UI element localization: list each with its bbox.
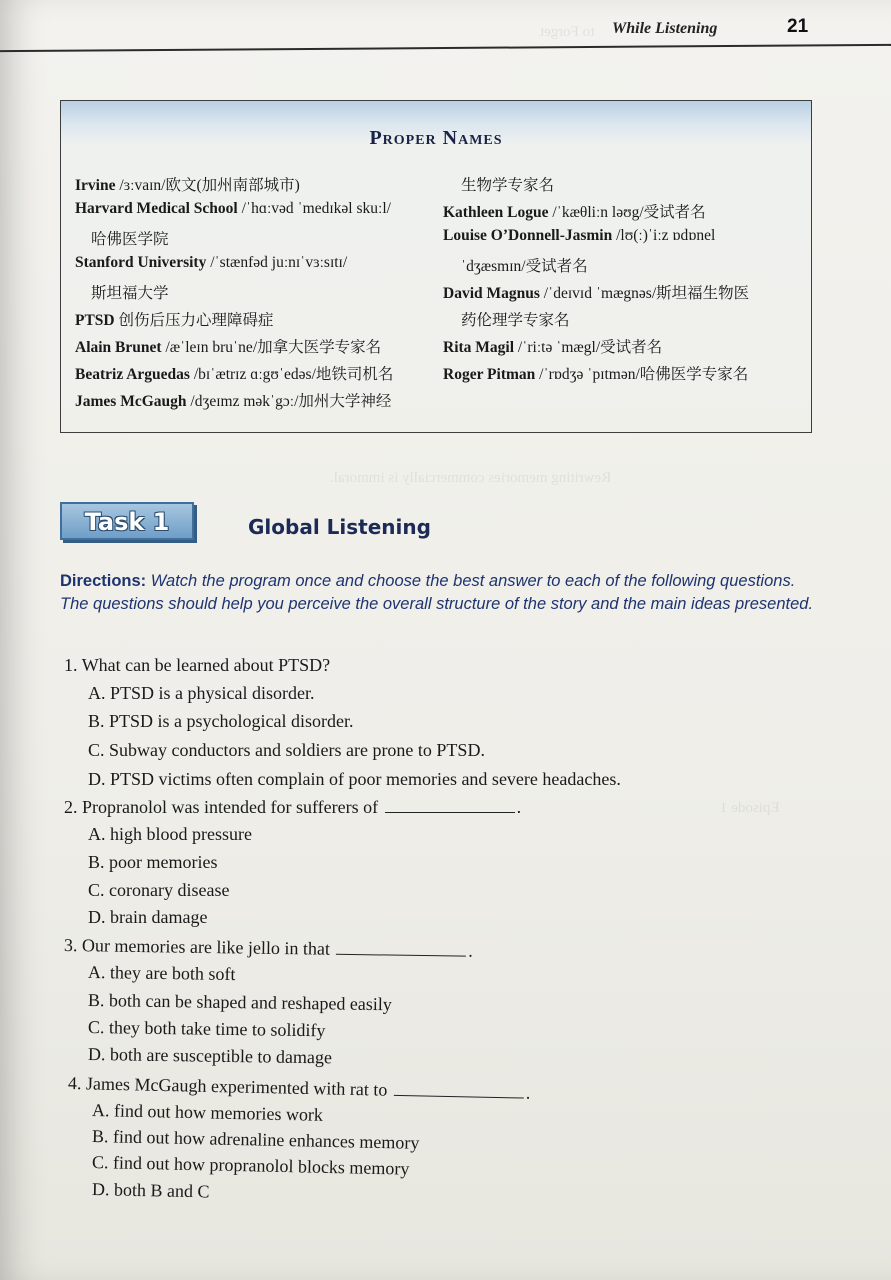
show-through-text: to Forget [540, 24, 595, 40]
name-entry: Alain Brunet /æˈleɪn bruˈne/加拿大医学专家名 [75, 339, 382, 356]
show-through-text: Rewriting memories commercially is immoral. [330, 470, 612, 486]
task-badge-label: Task 1 [84, 508, 170, 536]
option-4d: D. both B and C [91, 1179, 210, 1202]
option-1d: D. PTSD victims often complain of poor memories and severe headaches. [88, 769, 621, 789]
answer-blank [385, 812, 515, 813]
page-number: 21 [787, 16, 809, 37]
section-title: Global Listening [248, 515, 431, 539]
name-entry: 斯坦福大学 [91, 285, 169, 302]
proper-names-title: Proper Names [369, 127, 503, 149]
name-entry: Kathleen Logue /ˈkæθliːn ləʊg/受试者名 [443, 204, 706, 221]
directions-label: Directions: [60, 572, 147, 590]
name-entry: Roger Pitman /ˈrɒdʒə ˈpɪtmən/哈佛医学专家名 [443, 366, 749, 383]
question-2: 2. Propranolol was intended for sufferers of . [64, 797, 522, 817]
option-2c: C. coronary disease [88, 880, 230, 900]
show-through-text: Episode 1 [720, 800, 780, 816]
name-entry: Stanford University /ˈstænfəd juːnɪˈvɜːsɪtɪ/ [75, 254, 348, 271]
question-1: 1. What can be learned about PTSD? [64, 655, 331, 675]
name-entry: 生物学专家名 [461, 177, 555, 194]
name-entry: Harvard Medical School /ˈhɑːvəd ˈmedɪkəl skuːl/ [75, 200, 391, 217]
option-1a: A. PTSD is a physical disorder. [88, 683, 315, 703]
option-2b: B. poor memories [88, 852, 218, 872]
option-2a: A. high blood pressure [88, 824, 252, 844]
name-entry: Rita Magil /ˈriːtə ˈmægl/受试者名 [443, 339, 663, 356]
name-entry: 哈佛医学院 [91, 231, 169, 248]
name-entry: PTSD 创伤后压力心理障碍症 [75, 312, 274, 329]
name-entry: David Magnus /ˈdeɪvɪd ˈmægnəs/斯坦福生物医 [443, 285, 750, 302]
name-entry: 药伦理学专家名 [461, 312, 570, 329]
option-3c: C. they both take time to solidify [87, 1017, 326, 1041]
option-2d: D. brain damage [88, 907, 208, 927]
directions-text: Watch the program once and choose the best answer to each of the following questions. The questions should help you perceive the overall structure of the story and the main ideas presented. [60, 572, 814, 613]
option-3d: D. both are susceptible to damage [87, 1044, 333, 1068]
name-entry: Louise O’Donnell-Jasmin /lʊ(ː)ˈiːz ɒdɒnel [443, 227, 716, 244]
name-entry: Beatriz Arguedas /bɪˈætrɪz ɑːgʊˈedəs/地铁司机名 [75, 366, 394, 383]
option-4c: C. find out how propranolol blocks memory [91, 1152, 410, 1179]
name-entry: ˈdʒæsmɪn/受试者名 [461, 258, 588, 275]
answer-blank [394, 1095, 524, 1099]
option-3a: A. they are both soft [87, 962, 236, 985]
name-entry: Irvine /ɜːvaɪn/欧文(加州南部城市) [75, 177, 300, 194]
option-3b: B. both can be shaped and reshaped easily [87, 990, 393, 1015]
option-1c: C. Subway conductors and soldiers are prone to PTSD. [88, 740, 485, 760]
task-badge [60, 502, 194, 540]
answer-blank [336, 954, 466, 957]
header-rule [0, 44, 891, 52]
option-4a: A. find out how memories work [91, 1100, 324, 1125]
question-3: 3. Our memories are like jello in that . [63, 935, 474, 961]
proper-names-box [60, 100, 812, 433]
header-title: While Listening [612, 20, 718, 37]
option-4b: B. find out how adrenaline enhances memory [91, 1126, 420, 1153]
question-4: 4. James McGaugh experimented with rat to . [67, 1073, 531, 1103]
option-1b: B. PTSD is a psychological disorder. [88, 711, 354, 731]
directions [60, 570, 820, 616]
name-entry: James McGaugh /dʒeɪmz məkˈgɔː/加州大学神经 [75, 393, 392, 410]
